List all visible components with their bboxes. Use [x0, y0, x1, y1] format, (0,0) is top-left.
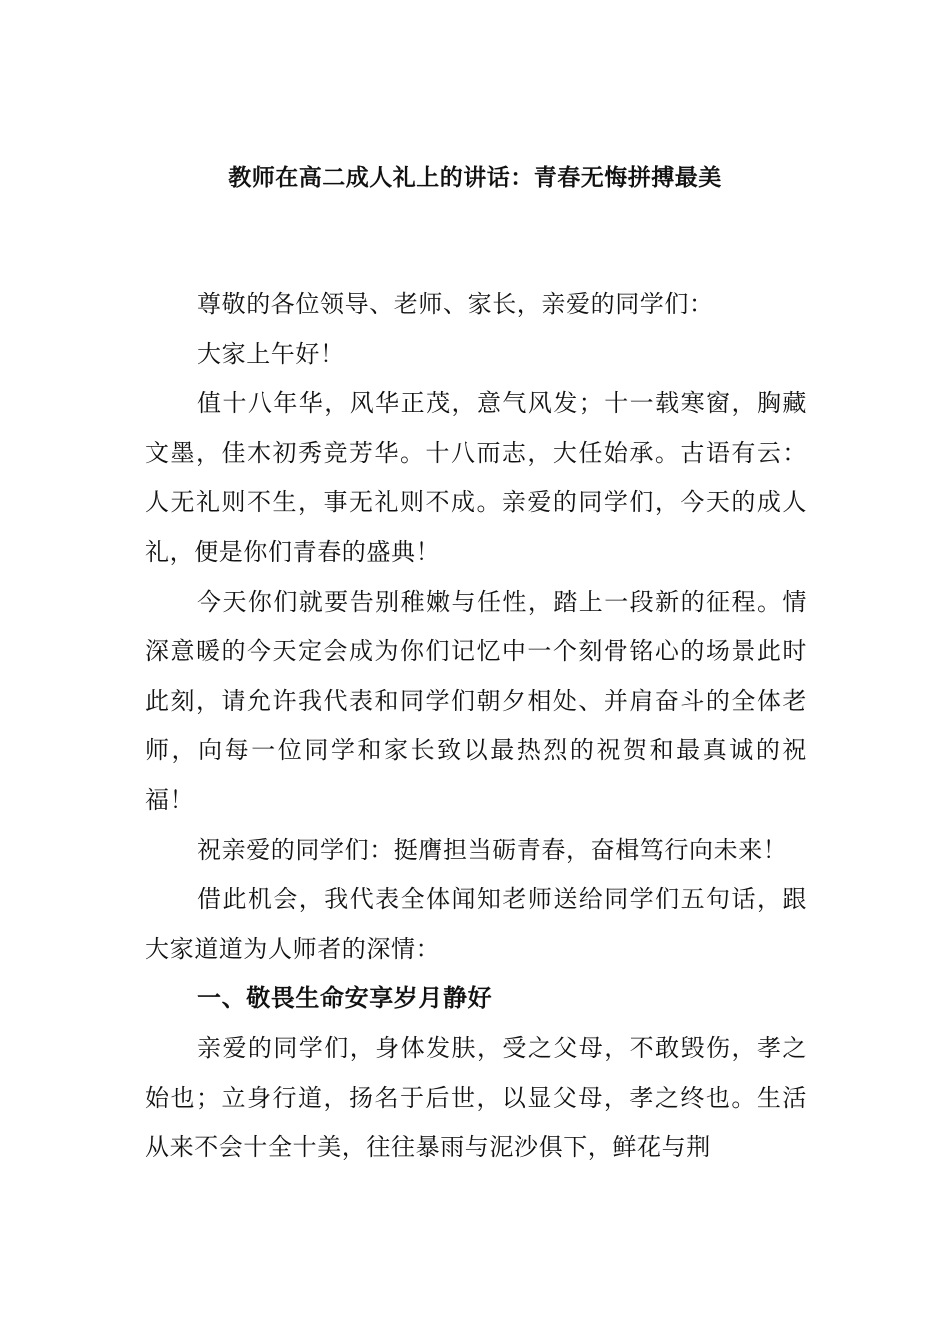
body-paragraph: 今天你们就要告别稚嫩与任性，踏上一段新的征程。情深意暖的今天定会成为你们记忆中一个刻骨铭心的场景此时此刻，请允许我代表和同学们朝夕相处、并肩奋斗的全体老师，向每一位同学和家长致以最热烈的祝贺和最真诚的祝福！ [145, 587, 807, 814]
body-paragraph: 借此机会，我代表全体闻知老师送给同学们五句话，跟大家道道为人师者的深情： [145, 885, 807, 963]
document-title: 教师在高二成人礼上的讲话：青春无悔拼搏最美 [228, 165, 722, 191]
salutation-paragraph: 尊敬的各位领导、老师、家长，亲爱的同学们： [197, 290, 714, 318]
body-paragraph: 祝亲爱的同学们：挺膺担当砺青春，奋楫笃行向未来！ [197, 835, 788, 864]
section-heading: 一、敬畏生命安享岁月静好 [197, 984, 493, 1013]
body-paragraph: 值十八年华，风华正茂，意气风发；十一载寒窗，胸藏文墨，佳木初秀竞芳华。十八而志，大任始承。古语有云：人无礼则不生，事无礼则不成。亲爱的同学们，今天的成人礼，便是你们青春的盛典！ [145, 389, 807, 566]
greeting-paragraph: 大家上午好！ [197, 339, 345, 368]
section-paragraph: 亲爱的同学们，身体发肤，受之父母，不敢毁伤，孝之始也；立身行道，扬名于后世，以显父母，孝之终也。生活从来不会十全十美，往往暴雨与泥沙俱下，鲜花与荆 [145, 1033, 807, 1162]
document-body [145, 280, 807, 1173]
